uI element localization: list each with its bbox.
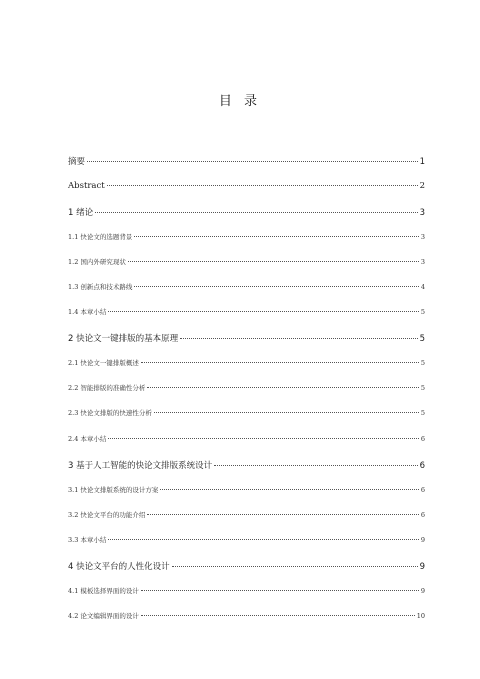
dot-leader xyxy=(141,362,419,363)
dot-leader xyxy=(134,286,418,287)
dot-leader xyxy=(87,161,418,162)
toc-entry-label: 4.1 模板选择界面的设计 xyxy=(68,587,139,595)
toc-entry-label: 摘要 xyxy=(68,157,86,167)
dot-leader xyxy=(141,590,419,591)
toc-entry-page: 5 xyxy=(420,359,425,367)
dot-leader xyxy=(108,311,418,312)
toc-entry-label: 1.2 国内外研究现状 xyxy=(68,258,126,266)
toc-entry-page: 1 xyxy=(419,157,425,167)
toc-entry-label: 2.3 快论文排版的快速性分析 xyxy=(68,409,152,417)
toc-entry-page: 3 xyxy=(419,208,425,218)
toc-entry[interactable] xyxy=(68,510,425,519)
dot-leader xyxy=(108,539,418,540)
toc-entry-page: 5 xyxy=(419,334,425,344)
toc-entry[interactable] xyxy=(68,332,425,344)
dot-leader xyxy=(134,236,418,237)
dot-leader xyxy=(147,387,418,388)
toc-entry[interactable] xyxy=(68,383,425,392)
toc-entry-page: 6 xyxy=(420,486,425,494)
toc-entry-page: 6 xyxy=(420,511,425,519)
dot-leader xyxy=(141,615,415,616)
toc-entry-label: 1.4 本章小结 xyxy=(68,308,107,316)
toc-entry-page: 9 xyxy=(420,536,425,544)
toc-entry-label: 3.3 本章小结 xyxy=(68,536,107,544)
toc-entry-label: 2 快论文一键排版的基本原理 xyxy=(68,334,179,344)
toc-entry-page: 10 xyxy=(416,612,425,620)
dot-leader xyxy=(160,489,418,490)
toc-entry-page: 3 xyxy=(420,233,425,241)
toc-entry-page: 9 xyxy=(419,562,425,572)
toc-entry[interactable] xyxy=(68,434,425,443)
toc-entry[interactable] xyxy=(68,181,425,191)
toc-entry-label: 1 绪论 xyxy=(68,208,94,218)
dot-leader xyxy=(154,412,419,413)
toc-entry-label: 3 基于人工智能的快论文排版系统设计 xyxy=(68,461,213,471)
toc-entry[interactable] xyxy=(68,257,425,266)
toc-entry-label: 3.1 快论文排版系统的设计方案 xyxy=(68,486,159,494)
dot-leader xyxy=(128,261,419,262)
toc-entry[interactable] xyxy=(68,611,425,620)
toc-entry-page: 5 xyxy=(420,409,425,417)
toc-entry-label: 1.1 快论文的选题背景 xyxy=(68,233,133,241)
toc-title: 目 录 xyxy=(218,94,262,109)
dot-leader xyxy=(214,465,417,466)
toc-entry[interactable] xyxy=(68,485,425,494)
toc-entry-page: 5 xyxy=(420,384,425,392)
toc-entry[interactable] xyxy=(68,358,425,367)
toc-entry-label: 4 快论文平台的人性化设计 xyxy=(68,562,170,572)
dot-leader xyxy=(108,438,418,439)
toc-entry-label: Abstract xyxy=(68,181,105,191)
toc-entry[interactable] xyxy=(68,155,425,167)
toc-entry[interactable] xyxy=(68,282,425,291)
toc-entry-page: 4 xyxy=(420,283,425,291)
toc-entry[interactable] xyxy=(68,535,425,544)
dot-leader xyxy=(95,212,417,213)
toc-entry-page: 6 xyxy=(420,435,425,443)
dot-leader xyxy=(172,566,418,567)
toc-entry-page: 6 xyxy=(419,461,425,471)
toc-entry[interactable] xyxy=(68,408,425,417)
dot-leader xyxy=(180,338,417,339)
toc-entry-page: 9 xyxy=(420,587,425,595)
toc-entry-label: 2.2 智能排版的准确性分析 xyxy=(68,384,146,392)
toc-entry[interactable] xyxy=(68,586,425,595)
toc-entry[interactable] xyxy=(68,206,425,218)
toc-entry-label: 2.4 本章小结 xyxy=(68,435,107,443)
toc-entry-page: 5 xyxy=(420,308,425,316)
toc-entry-label: 1.3 创新点和技术路线 xyxy=(68,283,133,291)
toc-entry-page: 2 xyxy=(419,181,425,191)
toc-entry-page: 3 xyxy=(420,258,425,266)
toc-entry[interactable] xyxy=(68,307,425,316)
toc-entry-label: 4.2 论文编辑界面的设计 xyxy=(68,612,139,620)
toc-entry-label: 2.1 快论文一键排版概述 xyxy=(68,359,139,367)
toc-entry[interactable] xyxy=(68,232,425,241)
table-of-contents xyxy=(68,0,425,679)
toc-entry[interactable] xyxy=(68,459,425,471)
dot-leader xyxy=(147,514,418,515)
toc-entry[interactable] xyxy=(68,560,425,572)
toc-entry-label: 3.2 快论文平台的功能介绍 xyxy=(68,511,146,519)
dot-leader xyxy=(107,185,418,186)
